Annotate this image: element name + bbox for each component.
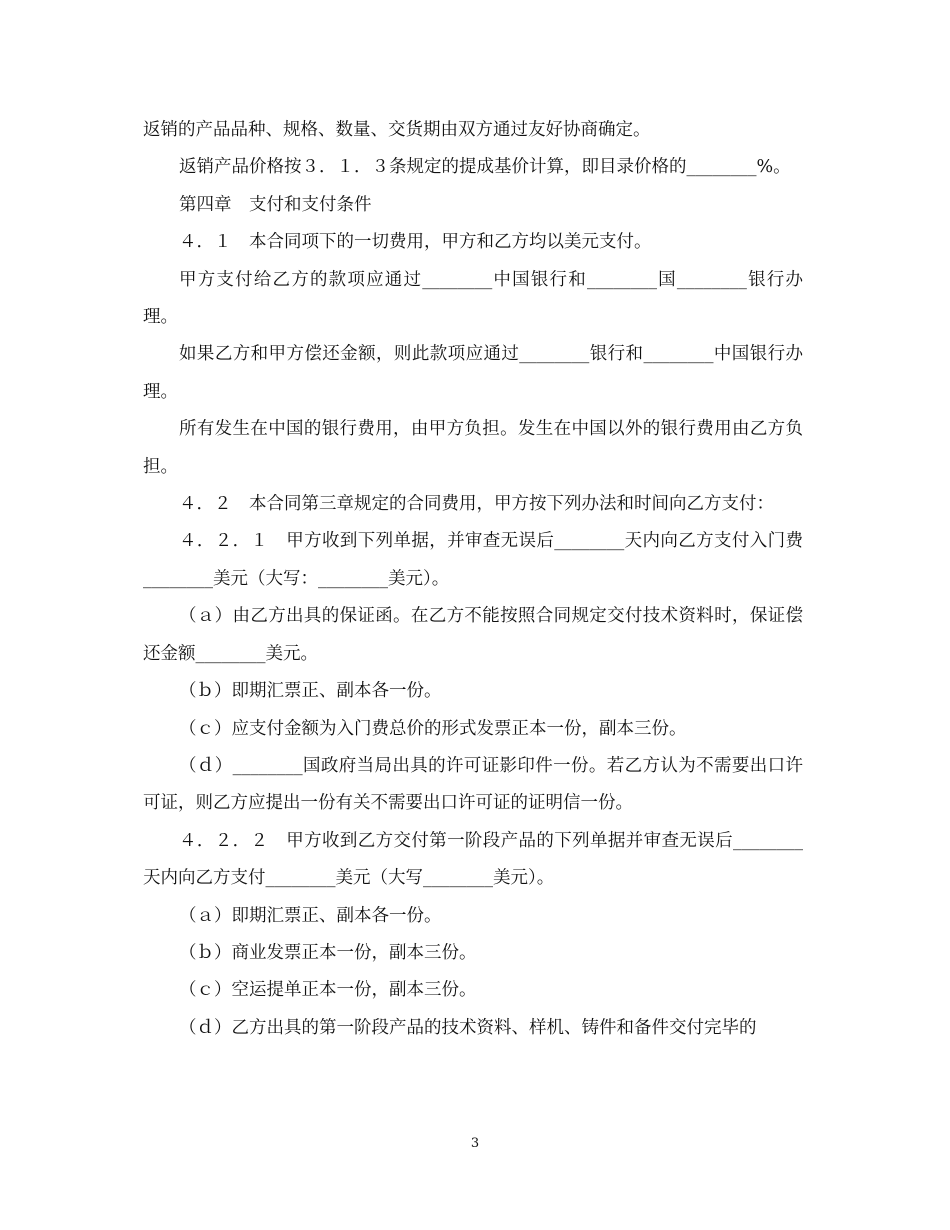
document-body (143, 112, 803, 1047)
item-b-commercial-invoice: （ｂ）商业发票正本一份，副本三份。 (179, 942, 477, 963)
paragraph-product-spec: 返销的产品品种、规格、数量、交货期由双方通过友好协商确定。 (143, 120, 651, 140)
clause-4-2-2: ４．２．２ 甲方收到乙方交付第一阶段产品的下列单据并审查无误后________天内向乙方支付________美元（大写________美元）。 (143, 830, 803, 889)
paragraph-bank-fees: 所有发生在中国的银行费用，由甲方负担。发生在中国以外的银行费用由乙方负担。 (143, 419, 803, 477)
clause-4-2: ４．２ 本合同第三章规定的合同费用，甲方按下列办法和时间向乙方支付： (179, 494, 774, 515)
paragraph-payment-banks: 甲方支付给乙方的款项应通过________中国银行和________国________银行办理。 (143, 269, 803, 328)
paragraph-refund-banks: 如果乙方和甲方偿还金额，则此款项应通过________银行和________中国银行办理。 (143, 344, 803, 402)
item-c-airway-bill: （ｃ）空运提单正本一份，副本三份。 (179, 980, 477, 1001)
item-d-delivery-certificate: （ｄ）乙方出具的第一阶段产品的技术资料、样机、铸件和备件交付完毕的 (179, 1017, 757, 1038)
item-a-guarantee: （ａ）由乙方出具的保证函。在乙方不能按照合同规定交付技术资料时，保证偿还金额________美元。 (143, 606, 803, 664)
page-number: 3 (470, 1136, 480, 1151)
paragraph-product-price: 返销产品价格按３．１．３条规定的提成基价计算，即目录价格的________%。 (179, 157, 791, 178)
clause-4-1: ４．１ 本合同项下的一切费用，甲方和乙方均以美元支付。 (179, 232, 652, 253)
clause-4-2-1: ４．２．１ 甲方收到下列单据，并审查无误后________天内向乙方支付入门费________美元（大写：________美元）。 (143, 531, 803, 589)
item-b-draft: （ｂ）即期汇票正、副本各一份。 (179, 681, 442, 702)
item-d-license: （ｄ）________国政府当局出具的许可证影印件一份。若乙方认为不需要出口许可证，则乙方应提出一份有关不需要出口许可证的证明信一份。 (143, 755, 803, 814)
item-c-invoice: （ｃ）应支付金额为入门费总价的形式发票正本一份，副本三份。 (179, 718, 687, 739)
item-a-draft: （ａ）即期汇票正、副本各一份。 (179, 905, 442, 926)
chapter-4-heading: 第四章 支付和支付条件 (179, 194, 372, 215)
